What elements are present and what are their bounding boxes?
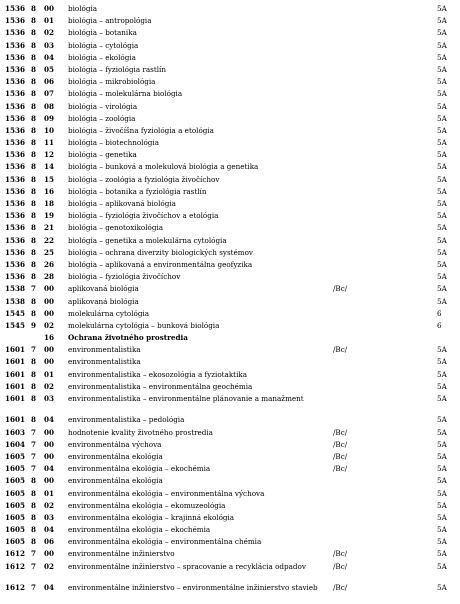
table-row — [0, 272, 460, 284]
grade-code: 5A — [437, 77, 447, 87]
branch-code: 00 — [44, 439, 55, 449]
field-code: 1601 — [5, 381, 26, 391]
field-code: 1605 — [5, 537, 26, 547]
field-name: biológia – genetika — [68, 150, 137, 160]
table-row — [0, 370, 460, 382]
table-row — [0, 357, 460, 369]
degree-digit: 7 — [31, 549, 37, 559]
table-row — [0, 562, 460, 583]
grade-code: 5A — [437, 101, 447, 111]
branch-code: 10 — [44, 125, 55, 135]
field-name: environmentalistika – environmentálne plánovanie a manažment — [68, 394, 304, 403]
field-name: hodnotenie kvality životného prostredia — [68, 427, 213, 437]
degree-digit: 7 — [31, 439, 37, 449]
study-level: /Bc/ — [333, 345, 348, 355]
grade-code: 5A — [437, 28, 447, 38]
degree-digit: 7 — [31, 464, 37, 474]
table-row — [0, 452, 460, 464]
grade-code: 5A — [437, 259, 447, 269]
table-row — [0, 236, 460, 248]
section-heading-row — [0, 333, 460, 345]
branch-code: 04 — [44, 415, 55, 425]
grade-code: 5A — [437, 138, 447, 148]
table-row — [0, 260, 460, 272]
degree-digit: 8 — [31, 476, 37, 486]
degree-digit: 8 — [31, 52, 37, 62]
field-code: 1536 — [5, 199, 26, 208]
field-code: 1536 — [5, 16, 26, 26]
field-code: 1536 — [5, 77, 26, 87]
study-level: /Bc/ — [333, 284, 348, 294]
field-name: biológia – genetika a molekulárna cytológia — [68, 235, 227, 245]
degree-digit: 8 — [31, 525, 37, 535]
degree-digit: 8 — [31, 259, 37, 269]
field-name: environmentálne inžinierstvo – spracovanie a recyklácia odpadov — [68, 561, 306, 571]
field-name: environmentalistika — [68, 357, 141, 367]
field-name: environmentalistika – pedológia — [68, 415, 185, 425]
table-row — [0, 150, 460, 162]
table-row — [0, 65, 460, 77]
field-name: biológia – molekulárna biológia — [68, 89, 183, 99]
degree-digit: 8 — [31, 186, 37, 196]
field-name: biológia – botanika — [68, 28, 137, 38]
field-code: 1605 — [5, 451, 26, 461]
grade-code: 5A — [437, 488, 447, 498]
branch-code: 03 — [44, 512, 55, 522]
branch-code: 00 — [44, 476, 55, 486]
branch-code: 01 — [44, 16, 55, 26]
degree-digit: 8 — [31, 394, 37, 403]
degree-digit: 9 — [31, 320, 37, 330]
grade-code: 5A — [437, 439, 447, 449]
branch-code: 01 — [44, 369, 55, 379]
branch-code: 05 — [44, 64, 55, 74]
degree-digit: 7 — [31, 284, 37, 294]
field-name: environmentálna výchova — [68, 439, 162, 449]
field-code: 1545 — [5, 320, 26, 330]
table-row — [0, 345, 460, 357]
study-level: /Bc/ — [333, 549, 348, 559]
degree-digit: 8 — [31, 512, 37, 522]
study-level: /Bc/ — [333, 451, 348, 461]
degree-digit: 8 — [31, 369, 37, 379]
table-row — [0, 549, 460, 561]
field-name: biológia – ochrana diverzity biologických systémov — [68, 247, 253, 257]
field-code: 1538 — [5, 284, 26, 294]
table-row — [0, 41, 460, 53]
degree-digit: 8 — [31, 211, 37, 221]
grade-code: 5A — [437, 16, 447, 26]
branch-code: 00 — [44, 357, 55, 367]
table-row — [0, 175, 460, 187]
branch-code: 06 — [44, 537, 55, 547]
table-row — [0, 525, 460, 537]
degree-digit: 8 — [31, 64, 37, 74]
field-name: environmentálna ekológia – environmentálna chémia — [68, 537, 262, 547]
study-field-list — [0, 4, 460, 604]
field-name: biológia – biotechnológia — [68, 138, 159, 148]
section-title: Ochrana životného prostredia — [68, 333, 188, 343]
table-row — [0, 53, 460, 65]
grade-code: 5A — [437, 537, 447, 547]
grade-code: 5A — [437, 40, 447, 50]
grade-code: 5A — [437, 235, 447, 245]
branch-code: 08 — [44, 101, 55, 111]
degree-digit: 8 — [31, 40, 37, 50]
field-code: 1536 — [5, 259, 26, 269]
degree-digit: 8 — [31, 500, 37, 510]
degree-digit: 8 — [31, 150, 37, 160]
field-name: environmentalistika – ekosozológia a fyziotaktika — [68, 369, 248, 379]
field-code: 1604 — [5, 439, 26, 449]
field-name: biológia – antropológia — [68, 16, 152, 26]
grade-code: 5A — [437, 476, 447, 486]
field-code: 1605 — [5, 464, 26, 474]
degree-digit: 8 — [31, 247, 37, 257]
field-code: 1601 — [5, 415, 26, 425]
branch-code: 07 — [44, 89, 55, 99]
grade-code: 5A — [437, 549, 447, 559]
grade-code: 5A — [437, 296, 447, 306]
field-name: molekulárna cytológia – bunková biológia — [68, 320, 220, 330]
degree-digit: 8 — [31, 308, 37, 318]
field-name: aplikovaná biológia — [68, 296, 139, 306]
branch-code: 00 — [44, 296, 55, 306]
field-name: environmentálna ekológia — [68, 476, 163, 486]
field-code: 1605 — [5, 500, 26, 510]
branch-code: 04 — [44, 464, 55, 474]
field-name: biológia – živočíšna fyziológia a etológia — [68, 125, 214, 135]
table-row — [0, 464, 460, 476]
degree-digit: 8 — [31, 415, 37, 425]
field-code: 1536 — [5, 186, 26, 196]
table-row — [0, 415, 460, 427]
degree-digit: 8 — [31, 113, 37, 123]
branch-code: 15 — [44, 174, 55, 184]
field-name: biológia – ekológia — [68, 52, 136, 62]
table-row — [0, 102, 460, 114]
table-row — [0, 583, 460, 604]
table-row — [0, 16, 460, 28]
branch-code: 14 — [44, 162, 55, 172]
grade-code: 5A — [437, 525, 447, 535]
degree-digit: 8 — [31, 138, 37, 148]
field-code: 1605 — [5, 512, 26, 522]
field-code: 1603 — [5, 427, 26, 437]
branch-code: 00 — [44, 345, 55, 355]
grade-code: 6 — [437, 308, 442, 318]
degree-digit: 8 — [31, 162, 37, 172]
degree-digit: 8 — [31, 77, 37, 87]
field-code: 1536 — [5, 101, 26, 111]
branch-code: 03 — [44, 394, 55, 403]
degree-digit: 8 — [31, 89, 37, 99]
degree-digit: 8 — [31, 16, 37, 26]
grade-code: 5A — [437, 52, 447, 62]
field-name: biológia — [68, 4, 98, 13]
branch-code: 06 — [44, 77, 55, 87]
field-name: biológia – genotoxikológia — [68, 223, 164, 233]
grade-code: 5A — [437, 174, 447, 184]
field-code: 1536 — [5, 272, 26, 282]
branch-code: 00 — [44, 4, 55, 13]
field-code: 1605 — [5, 488, 26, 498]
field-name: biológia – fyziológia rastlín — [68, 64, 166, 74]
table-row — [0, 187, 460, 199]
branch-code: 02 — [44, 500, 55, 510]
table-row — [0, 476, 460, 488]
branch-code: 04 — [44, 583, 55, 593]
field-code: 1536 — [5, 247, 26, 257]
branch-code: 16 — [44, 333, 55, 343]
grade-code: 5A — [437, 211, 447, 221]
grade-code: 5A — [437, 199, 447, 208]
field-name: biológia – fyziológia živočíchov a etológia — [68, 211, 219, 221]
table-row — [0, 297, 460, 309]
table-row — [0, 162, 460, 174]
grade-code: 5A — [437, 427, 447, 437]
grade-code: 5A — [437, 415, 447, 425]
degree-digit: 8 — [31, 199, 37, 208]
field-code: 1536 — [5, 64, 26, 74]
field-name: environmentalistika — [68, 345, 141, 355]
field-code: 1601 — [5, 345, 26, 355]
field-name: biológia – zoológia — [68, 113, 136, 123]
field-name: environmentálna ekológia — [68, 451, 163, 461]
field-code: 1536 — [5, 28, 26, 38]
field-name: biológia – cytológia — [68, 40, 139, 50]
field-code: 1601 — [5, 369, 26, 379]
branch-code: 22 — [44, 235, 55, 245]
grade-code: 5A — [437, 113, 447, 123]
grade-code: 5A — [437, 4, 447, 13]
field-name: environmentálna ekológia – krajinná ekológia — [68, 512, 235, 522]
field-name: biológia – bunková a molekulová biológia a genetika — [68, 162, 259, 172]
table-row — [0, 223, 460, 235]
field-name: environmentálna ekológia – environmentálna výchova — [68, 488, 265, 498]
table-row — [0, 28, 460, 40]
table-row — [0, 284, 460, 296]
branch-code: 04 — [44, 52, 55, 62]
grade-code: 5A — [437, 512, 447, 522]
field-name: environmentálna ekológia – ekochémia — [68, 525, 211, 535]
field-code: 1536 — [5, 125, 26, 135]
table-row — [0, 382, 460, 394]
table-row — [0, 77, 460, 89]
degree-digit: 8 — [31, 357, 37, 367]
field-name: environmentalistika – environmentálna geochémia — [68, 381, 253, 391]
field-name: environmentálne inžinierstvo — [68, 549, 175, 559]
field-code: 1536 — [5, 174, 26, 184]
field-name: biológia – aplikovaná biológia — [68, 199, 176, 208]
branch-code: 02 — [44, 320, 55, 330]
degree-digit: 8 — [31, 272, 37, 282]
field-code: 1601 — [5, 357, 26, 367]
field-code: 1612 — [5, 583, 26, 593]
field-name: environmentálne inžinierstvo – environmentálne inžinierstvo stavieb — [68, 583, 318, 593]
field-code: 1605 — [5, 476, 26, 486]
field-name: biológia – virológia — [68, 101, 138, 111]
grade-code: 5A — [437, 186, 447, 196]
degree-digit: 7 — [31, 345, 37, 355]
branch-code: 09 — [44, 113, 55, 123]
branch-code: 04 — [44, 525, 55, 535]
branch-code: 11 — [44, 138, 55, 148]
grade-code: 5A — [437, 500, 447, 510]
field-code: 1536 — [5, 150, 26, 160]
branch-code: 02 — [44, 381, 55, 391]
study-level: /Bc/ — [333, 464, 348, 474]
grade-code: 5A — [437, 451, 447, 461]
table-row — [0, 138, 460, 150]
degree-digit: 7 — [31, 451, 37, 461]
branch-code: 00 — [44, 451, 55, 461]
branch-code: 28 — [44, 272, 55, 282]
field-code: 1612 — [5, 561, 26, 571]
field-code: 1536 — [5, 162, 26, 172]
degree-digit: 8 — [31, 488, 37, 498]
degree-digit: 7 — [31, 427, 37, 437]
field-code: 1605 — [5, 525, 26, 535]
branch-code: 21 — [44, 223, 55, 233]
degree-digit: 8 — [31, 174, 37, 184]
field-code: 1536 — [5, 211, 26, 221]
degree-digit: 8 — [31, 101, 37, 111]
field-code: 1536 — [5, 89, 26, 99]
table-row — [0, 248, 460, 260]
degree-digit: 8 — [31, 235, 37, 245]
table-row — [0, 537, 460, 549]
table-row — [0, 394, 460, 415]
branch-code: 26 — [44, 259, 55, 269]
branch-code: 00 — [44, 549, 55, 559]
table-row — [0, 4, 460, 16]
field-name: biológia – aplikovaná a environmentálna geofyzika — [68, 259, 253, 269]
grade-code: 5A — [437, 464, 447, 474]
grade-code: 5A — [437, 247, 447, 257]
table-row — [0, 309, 460, 321]
table-row — [0, 199, 460, 211]
branch-code: 03 — [44, 40, 55, 50]
table-row — [0, 211, 460, 223]
field-code: 1536 — [5, 52, 26, 62]
table-row — [0, 513, 460, 525]
grade-code: 5A — [437, 394, 447, 403]
grade-code: 5A — [437, 223, 447, 233]
field-code: 1612 — [5, 549, 26, 559]
branch-code: 01 — [44, 488, 55, 498]
grade-code: 5A — [437, 357, 447, 367]
branch-code: 25 — [44, 247, 55, 257]
degree-digit: 8 — [31, 223, 37, 233]
field-name: biológia – botanika a fyziológia rastlín — [68, 186, 207, 196]
branch-code: 02 — [44, 28, 55, 38]
field-code: 1536 — [5, 235, 26, 245]
degree-digit: 8 — [31, 537, 37, 547]
field-name: biológia – zoológia a fyziológia živočíchov — [68, 174, 220, 184]
table-row — [0, 321, 460, 333]
study-level: /Bc/ — [333, 583, 348, 593]
field-name: environmentálna ekológia – ekochémia — [68, 464, 211, 474]
field-code: 1536 — [5, 223, 26, 233]
table-row — [0, 114, 460, 126]
grade-code: 5A — [437, 561, 447, 571]
field-name: biológia – fyziológia živočíchov — [68, 272, 181, 282]
table-row — [0, 501, 460, 513]
grade-code: 5A — [437, 345, 447, 355]
grade-code: 5A — [437, 64, 447, 74]
grade-code: 5A — [437, 162, 447, 172]
branch-code: 18 — [44, 199, 55, 208]
field-name: biológia – mikrobiológia — [68, 77, 156, 87]
table-row — [0, 440, 460, 452]
field-code: 1538 — [5, 296, 26, 306]
degree-digit: 7 — [31, 583, 37, 593]
degree-digit: 8 — [31, 4, 37, 13]
grade-code: 5A — [437, 583, 447, 593]
grade-code: 6 — [437, 320, 442, 330]
branch-code: 12 — [44, 150, 55, 160]
field-code: 1536 — [5, 40, 26, 50]
table-row — [0, 89, 460, 101]
table-row — [0, 428, 460, 440]
field-code: 1536 — [5, 113, 26, 123]
study-level: /Bc/ — [333, 439, 348, 449]
branch-code: 00 — [44, 427, 55, 437]
branch-code: 02 — [44, 561, 55, 571]
grade-code: 5A — [437, 150, 447, 160]
branch-code: 16 — [44, 186, 55, 196]
field-code: 1536 — [5, 138, 26, 148]
study-level: /Bc/ — [333, 427, 348, 437]
field-name: aplikovaná biológia — [68, 284, 139, 294]
table-row — [0, 126, 460, 138]
branch-code: 19 — [44, 211, 55, 221]
degree-digit: 8 — [31, 296, 37, 306]
degree-digit: 7 — [31, 561, 37, 571]
table-row — [0, 489, 460, 501]
grade-code: 5A — [437, 284, 447, 294]
grade-code: 5A — [437, 89, 447, 99]
grade-code: 5A — [437, 369, 447, 379]
field-code: 1545 — [5, 308, 26, 318]
field-name: molekulárna cytológia — [68, 308, 150, 318]
field-code: 1536 — [5, 4, 26, 13]
grade-code: 5A — [437, 381, 447, 391]
grade-code: 5A — [437, 272, 447, 282]
branch-code: 00 — [44, 308, 55, 318]
grade-code: 5A — [437, 125, 447, 135]
degree-digit: 8 — [31, 381, 37, 391]
degree-digit: 8 — [31, 28, 37, 38]
study-level: /Bc/ — [333, 561, 348, 571]
branch-code: 00 — [44, 284, 55, 294]
field-code: 1601 — [5, 394, 26, 403]
field-name: environmentálna ekológia – ekomuzeológia — [68, 500, 226, 510]
degree-digit: 8 — [31, 125, 37, 135]
